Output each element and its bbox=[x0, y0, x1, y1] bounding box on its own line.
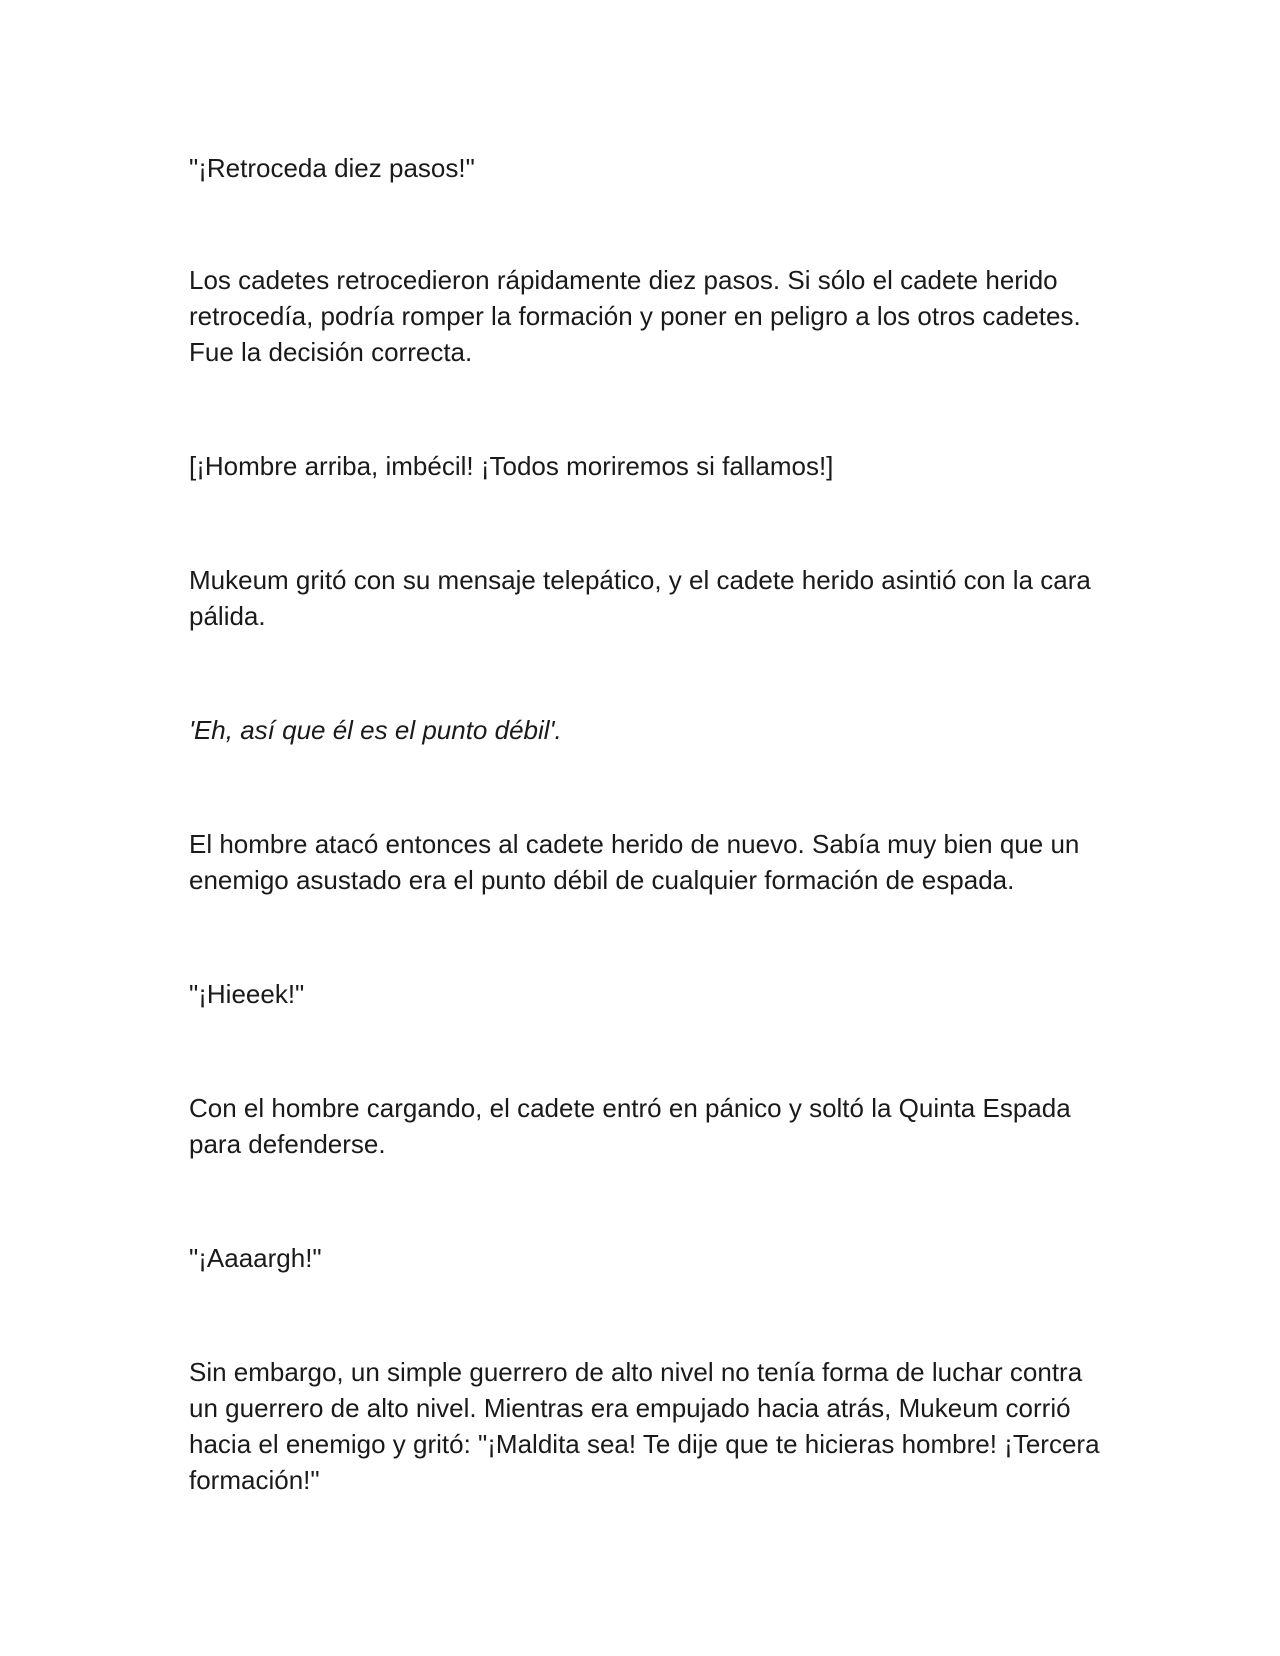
paragraph-man-attack: El hombre atacó entonces al cadete herido de nuevo. Sabía muy bien que un enemigo asustado era el punto débil de cualquier formación de espada. bbox=[189, 829, 1080, 895]
paragraph-thought: 'Eh, así que él es el punto débil'. bbox=[189, 715, 562, 745]
paragraph-third-formation: Sin embargo, un simple guerrero de alto nivel no tenía forma de luchar contra un guerrero de alto nivel. Mientras era empujado hacia atrás, Mukeum corrió hacia el enemigo y gritó: "¡Maldita sea! Te dije que te hicieras hombre! ¡Tercera formación!" bbox=[189, 1357, 1100, 1495]
paragraph-mukeum-shout: Mukeum gritó con su mensaje telepático, y el cadete herido asintió con la cara pálida. bbox=[189, 565, 1091, 631]
paragraph-dialogue-aaaargh: "¡Aaaargh!" bbox=[189, 1243, 322, 1273]
paragraph-cadet-panic: Con el hombre cargando, el cadete entró en pánico y soltó la Quinta Espada para defenderse. bbox=[189, 1093, 1071, 1159]
paragraph-dialogue-hieeek: "¡Hieeek!" bbox=[189, 979, 305, 1009]
paragraph-dialogue-retreat: "¡Retroceda diez pasos!" bbox=[189, 153, 475, 183]
paragraph-telepathic-message: [¡Hombre arriba, imbécil! ¡Todos moriremos si fallamos!] bbox=[189, 451, 834, 481]
paragraph-cadets-retreat: Los cadetes retrocedieron rápidamente diez pasos. Si sólo el cadete herido retrocedía, podría romper la formación y poner en peligro a los otros cadetes. Fue la decisión correcta. bbox=[189, 265, 1081, 367]
